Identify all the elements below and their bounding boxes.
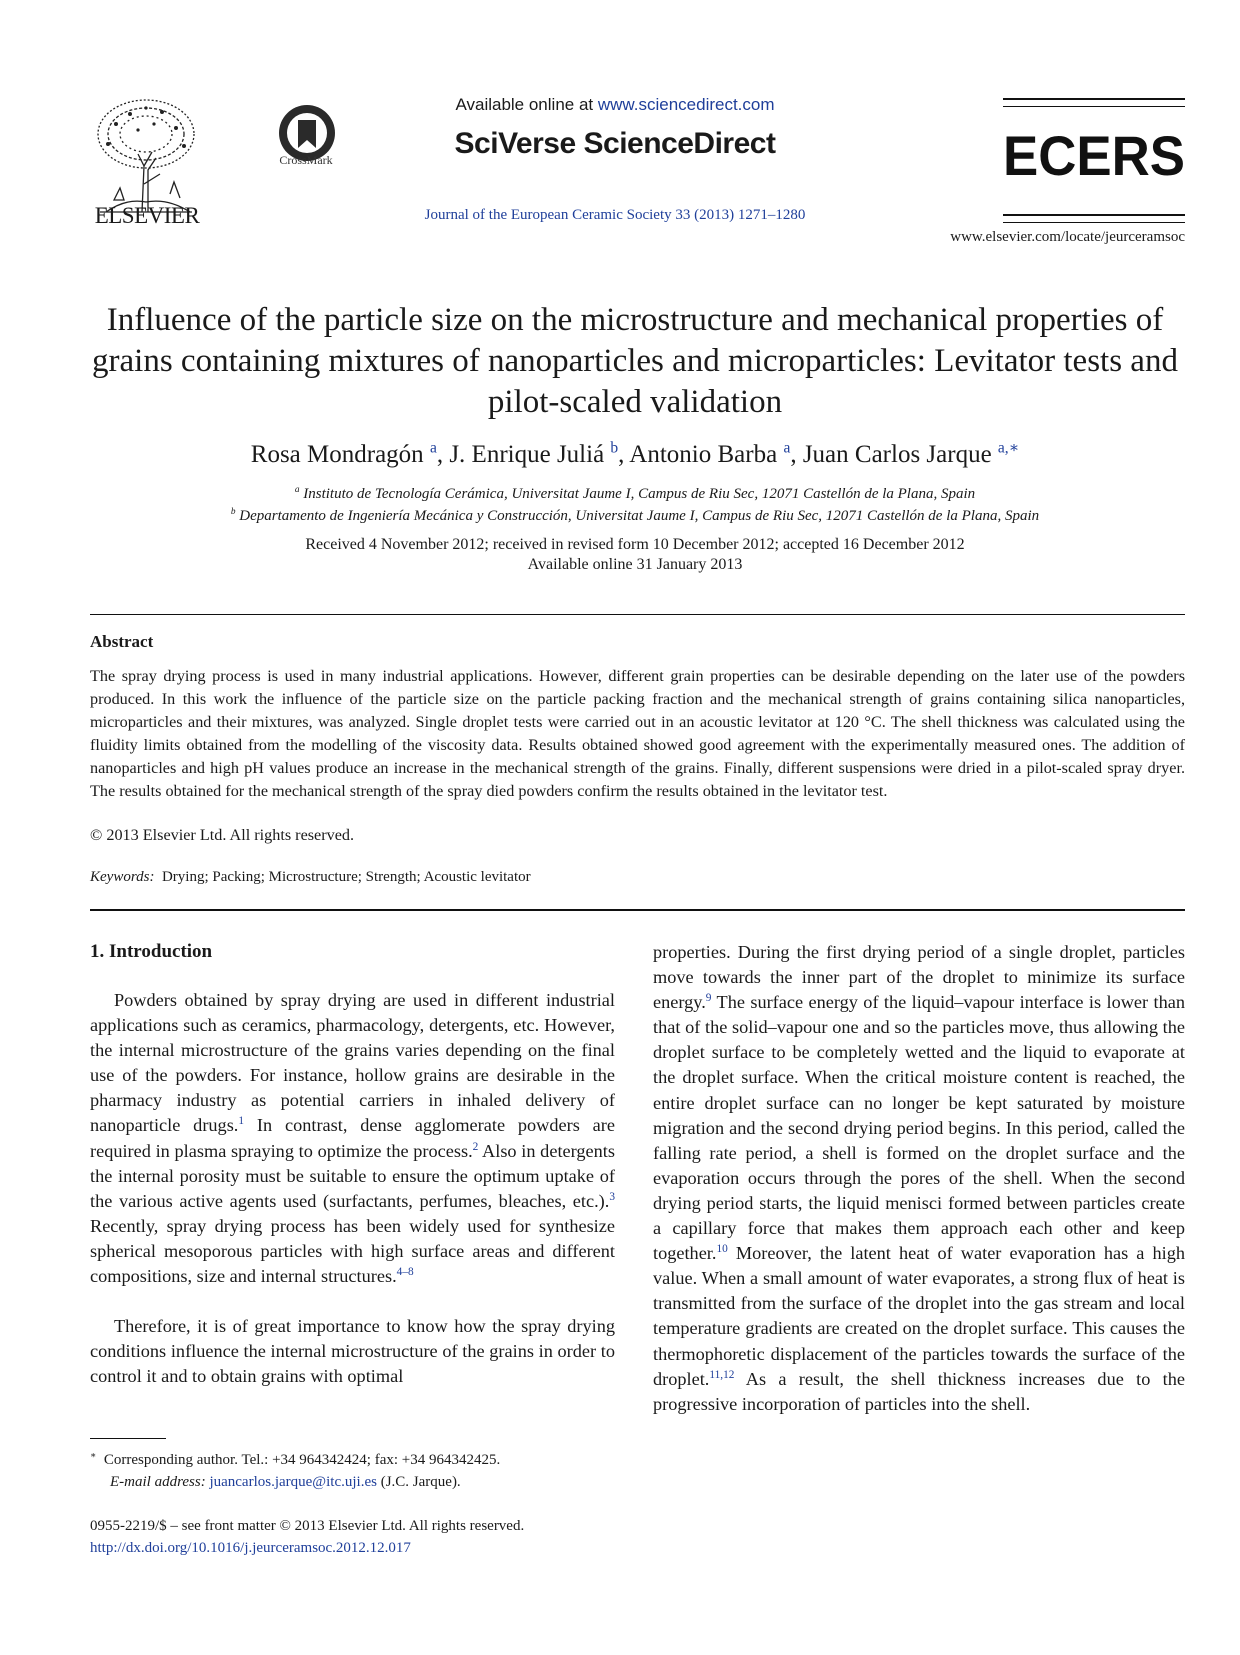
author-affiliation-mark[interactable]: a: [783, 439, 791, 457]
available-online-date: Available online 31 January 2013: [527, 556, 743, 573]
journal-logo-rule-bottom: [1003, 214, 1185, 223]
article-title: Influence of the particle size on the microstructure and mechanical properties of grains containing mixtures of nanoparticles and microparticles: Levitator tests and pilot-scaled validation: [92, 302, 1178, 420]
author-name: J. Enrique Juliá: [449, 441, 605, 468]
affiliation-mark: a: [294, 485, 300, 495]
author-name: Juan Carlos Jarque: [802, 441, 992, 468]
intro-paragraph-1: Powders obtained by spray drying are used in different industrial applications such as ceramics, pharmacology, detergents, etc. However, the internal microstructure of the grains varies depending on the final use of the powders. For instance, hollow grains are desirable in the pharmacy industry as potential carriers in inhaled delivery of nanoparticle drugs.$^1$ In contrast, dense agglomerate powders are required in plasma spraying to optimize the process.$^2$ Also in detergents the internal porosity must be suitable to ensure the optimum uptake of the various active agents used (surfactants, perfumes, bleaches, etc.).$^3$ Recently, spray drying process has been widely used for synthesize spherical mesoporous particles with high surface areas and different compositions, size and internal structures.$^{4-8}$: [90, 990, 615, 1287]
section-heading: 1. Introduction: [90, 941, 213, 962]
email-owner: (J.C. Jarque).: [380, 1474, 461, 1490]
footnote-rule: [90, 1438, 166, 1439]
email-footnote: [110, 1472, 630, 1493]
citation-ref[interactable]: 10: [716, 1243, 728, 1256]
corresponding-author-footnote: [90, 1450, 610, 1471]
sciencedirect-link[interactable]: www.sciencedirect.com: [597, 95, 775, 114]
author-affiliation-mark[interactable]: a: [429, 439, 437, 457]
platform-name: SciVerse ScienceDirect: [454, 127, 776, 160]
affiliation-mark: b: [230, 507, 236, 517]
available-prefix: Available online at: [455, 95, 598, 114]
keywords-label: Keywords:: [90, 869, 155, 885]
keywords-line: [90, 869, 531, 886]
crossmark-label: CrossMark: [279, 153, 333, 167]
intro-paragraph-continued: properties. During the first drying period of a single droplet, particles move towards the inner part of the droplet to minimize its surface energy.$^9$ The surface energy of the liquid–vapour interface is lower than that of the solid–vapour one and so the particles move, thus allowing the droplet surface to be completely wetted and the liquid to evaporate at the droplet surface. When the critical moisture content is reached, the entire droplet surface can no longer be kept saturated by moisture migration and the second drying period begins. In this period, called the falling rate period, a shell is formed on the droplet surface and the evaporation occurs through the pores of the shell. When the second drying period starts, the liquid menisci formed between particles create a capillary force that makes them approach each other and keep together.$^{10}$ Moreover, the latent heat of water evaporation has a high value. When a small amount of water evaporates, a strong flux of heat is transmitted from the surface of the droplet into the gas stream and local temperature gradients are created on the droplet surface. This causes the thermophoretic displacement of the particles towards the surface of the droplet.$^{11,12}$ As a result, the shell thickness increases due to the progressive incorporation of particles into the shell.: [653, 942, 1185, 1414]
author-name: Antonio Barba: [629, 441, 778, 468]
abstract-copyright: © 2013 Elsevier Ltd. All rights reserved.: [90, 826, 355, 844]
citation-ref[interactable]: 2: [472, 1140, 479, 1153]
abstract-heading: Abstract: [90, 632, 154, 651]
citation-ref[interactable]: 9: [705, 992, 712, 1005]
doi-link[interactable]: http://dx.doi.org/10.1016/j.jeurceramsoc.2012.12.017: [90, 1540, 411, 1556]
intro-paragraph-2: Therefore, it is of great importance to know how the spray drying conditions influence the internal microstructure of the grains in order to control it and to obtain grains with optimal: [90, 1316, 615, 1387]
affiliation-text: Departamento de Ingeniería Mecánica y Construcción, Universitat Jaume I, Campus de Riu Sec, 12071 Castellón de la Plana, Spain: [239, 508, 1040, 524]
footnote-mark: ∗: [90, 1451, 97, 1461]
publisher-wordmark: ELSEVIER: [94, 203, 200, 228]
affiliation-b: [80, 508, 1190, 525]
available-online-line: [360, 95, 870, 115]
abstract-text: The spray drying process is used in many industrial applications. However, different grain properties can be desirable depending on the later use of the powders produced. In this work the influence of the particle size on the particle packing fraction and the mechanical strength of grains containing silica nanoparticles, microparticles and their mixtures, was analyzed. Single droplet tests were carried out in an acoustic levitator at 120 °C. The shell thickness was calculated using the fluidity limits obtained from the modelling of the viscosity data. Results obtained showed good agreement with the experimentally measured ones. The addition of nanoparticles and high pH values produce an increase in the mechanical strength of the grains. Finally, different suspensions were dried in a pilot-scaled spray dryer. The results obtained for the mechanical strength of the spray died powders confirm the results obtained in the levitator test.: [90, 667, 1185, 800]
affiliation-a: [80, 486, 1190, 503]
email-link[interactable]: juancarlos.jarque@itc.uji.es: [209, 1474, 377, 1490]
footnote-text: Corresponding author. Tel.: +34 964342424; fax: +34 964342425.: [103, 1452, 501, 1468]
abstract-bottom-rule: [90, 909, 1185, 911]
email-label: E-mail address:: [110, 1474, 206, 1490]
journal-logo-rule-top: [1003, 98, 1185, 107]
citation-ref[interactable]: 4–8: [396, 1265, 414, 1278]
journal-logo: [1003, 125, 1185, 185]
citation-ref[interactable]: 3: [609, 1190, 615, 1203]
journal-reference-link[interactable]: Journal of the European Ceramic Society 33 (2013) 1271–1280: [424, 207, 806, 223]
author-list: Rosa Mondragón $^a$, J. Enrique Juliá $^b$, Antonio Barba $^a$, Juan Carlos Jarque $^{a,∗}$: [250, 439, 1020, 468]
citation-ref[interactable]: 11,12: [709, 1368, 735, 1381]
affiliation-text: Instituto de Tecnología Cerámica, Universitat Jaume I, Campus de Riu Sec, 12071 Castellón de la Plana, Spain: [303, 486, 976, 502]
author-affiliation-mark[interactable]: b: [610, 439, 619, 457]
abstract-top-rule: [90, 614, 1185, 615]
citation-ref[interactable]: 1: [238, 1115, 245, 1128]
author-affiliation-mark[interactable]: a,∗: [997, 439, 1020, 457]
journal-homepage-link[interactable]: www.elsevier.com/locate/jeurceramsoc: [950, 229, 1185, 245]
author-name: Rosa Mondragón: [250, 441, 424, 468]
issn-line: 0955-2219/$ – see front matter © 2013 Elsevier Ltd. All rights reserved.: [90, 1518, 525, 1534]
journal-logo-text: ECERS: [1003, 125, 1185, 185]
received-dates: Received 4 November 2012; received in revised form 10 December 2012; accepted 16 December 2012: [305, 536, 965, 553]
keywords-values: Drying; Packing; Microstructure; Strength; Acoustic levitator: [161, 869, 531, 885]
